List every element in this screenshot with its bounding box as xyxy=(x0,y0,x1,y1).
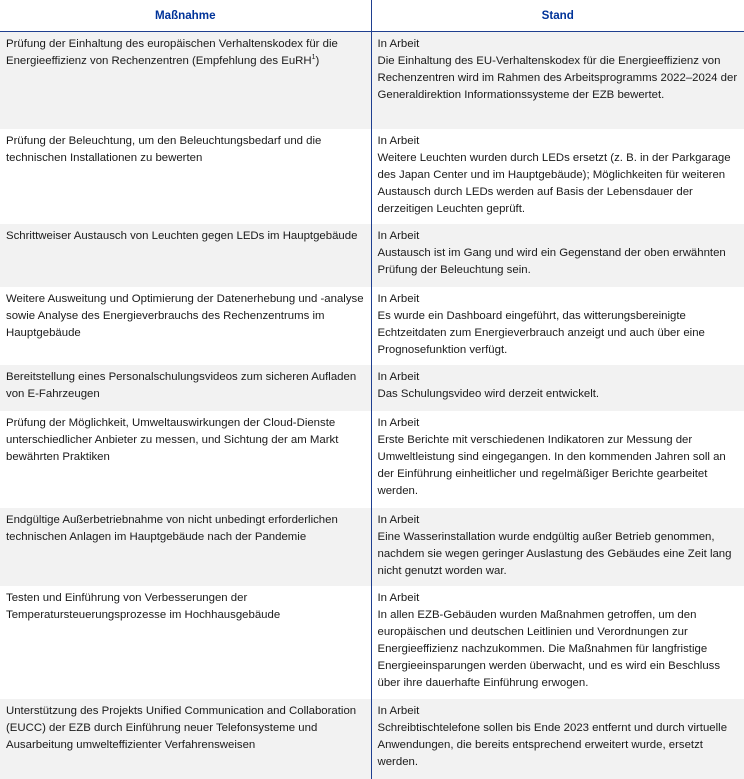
status-detail: Austausch ist im Gang und wird ein Gegenstand der oben erwähnten Prüfung der Beleuchtung sein. xyxy=(377,246,726,276)
measure-text: Schrittweiser Austausch von Leuchten gegen LEDs im Hauptgebäude xyxy=(6,229,358,242)
measure-cell xyxy=(0,699,371,779)
measure-text-end: ) xyxy=(315,55,320,67)
measure-text: Bereitstellung eines Personalschulungsvideos zum sicheren Aufladen von E-Fahrzeugen xyxy=(6,370,357,400)
table-row xyxy=(0,586,744,699)
table-row xyxy=(0,508,744,586)
status-label: In Arbeit xyxy=(377,38,420,50)
status-cell xyxy=(371,586,744,699)
status-detail: Das Schulungsvideo wird derzeit entwickelt. xyxy=(377,387,600,400)
status-cell xyxy=(371,224,744,287)
measure-text: Testen und Einführung von Verbesserungen der Temperatursteuerungsprozesse im Hochhausgebäude xyxy=(6,591,281,621)
measure-text: Unterstützung des Projekts Unified Communication and Collaboration (EUCC) der EZB durch Einführung neuer Telefonsysteme und Ausarbeitung umwelteffizienter Verfahrensweisen xyxy=(6,704,357,751)
status-detail: Eine Wasserinstallation wurde endgültig außer Betrieb genommen, nachdem sie wegen geringer Auslastung des Gebäudes eine Zeit lang nicht genutzt worden war. xyxy=(377,530,732,577)
footnote-marker: 1 xyxy=(311,54,316,61)
measure-cell xyxy=(0,129,371,224)
status-label: In Arbeit xyxy=(377,134,420,147)
status-detail: Erste Berichte mit verschiedenen Indikatoren zur Messung der Umweltleistung sind eingegangen. In den kommenden Jahren soll an der Einführung einheitlicher und regelmäßiger Berichte gearbeitet werden. xyxy=(377,433,726,497)
table-row xyxy=(0,411,744,508)
status-label: In Arbeit xyxy=(377,513,420,526)
measure-cell xyxy=(0,508,371,586)
table-row xyxy=(0,224,744,287)
measure-cell xyxy=(0,287,371,365)
status-label: In Arbeit xyxy=(377,416,420,429)
status-detail: In allen EZB-Gebäuden wurden Maßnahmen getroffen, um den europäischen und deutschen Leitlinien und Verordnungen zur Energieeffizienz nachzukommen. Die Maßnahmen für langfristige Energieeinsparungen werden überwacht, und es wird ein Beschluss über ihre dauerhafte Einführung erwogen. xyxy=(377,608,721,689)
status-cell xyxy=(371,508,744,586)
status-label: In Arbeit xyxy=(377,591,420,604)
table-row xyxy=(0,129,744,224)
status-detail: Es wurde ein Dashboard eingeführt, das witterungsbereinigte Echtzeitdaten zum Energieverbrauch anzeigt und auch über eine Prognosefunktion verfügt. xyxy=(377,309,705,356)
status-cell xyxy=(371,32,744,129)
table-row xyxy=(0,287,744,365)
measure-text: Prüfung der Einhaltung des europäischen Verhaltenskodex für die Energieeffizienz von Rechenzentren (Empfehlung des EuRH xyxy=(6,38,338,67)
column-header-status: Stand xyxy=(371,0,744,32)
table-row xyxy=(0,699,744,779)
measure-cell xyxy=(0,411,371,508)
table-row xyxy=(0,32,744,129)
measure-text: Prüfung der Beleuchtung, um den Beleuchtungsbedarf und die technischen Installationen zu bewerten xyxy=(6,134,322,164)
measure-cell xyxy=(0,365,371,411)
status-cell xyxy=(371,287,744,365)
measure-cell xyxy=(0,32,371,129)
status-detail: Schreibtischtelefone sollen bis Ende 2023 entfernt und durch virtuelle Anwendungen, die bereits entsprechend erweitert wurde, ersetzt werden. xyxy=(377,721,728,768)
status-cell xyxy=(371,699,744,779)
measure-cell xyxy=(0,586,371,699)
status-cell xyxy=(371,129,744,224)
status-label: In Arbeit xyxy=(377,370,420,383)
status-label: In Arbeit xyxy=(377,292,420,305)
measure-text: Endgültige Außerbetriebnahme von nicht unbedingt erforderlichen technischen Anlagen im Hauptgebäude nach der Pandemie xyxy=(6,513,338,543)
status-label: In Arbeit xyxy=(377,229,420,242)
measure-cell xyxy=(0,224,371,287)
status-detail: Die Einhaltung des EU-Verhaltenskodex für die Energieeffizienz von Rechenzentren wird im Rahmen des Arbeitsprogramms 2022–2024 der Generaldirektion Informationssysteme der EZB bewertet. xyxy=(377,55,738,101)
status-detail: Weitere Leuchten wurden durch LEDs ersetzt (z. B. in der Parkgarage des Japan Center und im Hauptgebäude); Möglichkeiten für weiteren Austausch durch LEDs werden auf Basis der Lebensdauer der derzeitigen Leuchten geprüft. xyxy=(377,151,731,215)
table-row xyxy=(0,365,744,411)
measure-text: Weitere Ausweitung und Optimierung der Datenerhebung und -analyse sowie Analyse des Energieverbrauchs des Rechenzentrums im Hauptgebäude xyxy=(6,292,364,339)
column-header-measure: Maßnahme xyxy=(0,0,371,32)
status-cell xyxy=(371,365,744,411)
table-header-row xyxy=(0,0,744,32)
status-label: In Arbeit xyxy=(377,704,420,717)
status-cell xyxy=(371,411,744,508)
measure-text: Prüfung der Möglichkeit, Umweltauswirkungen der Cloud-Dienste unterschiedlicher Anbieter zu messen, und Sichtung der am Markt bewährten Praktiken xyxy=(6,416,339,463)
